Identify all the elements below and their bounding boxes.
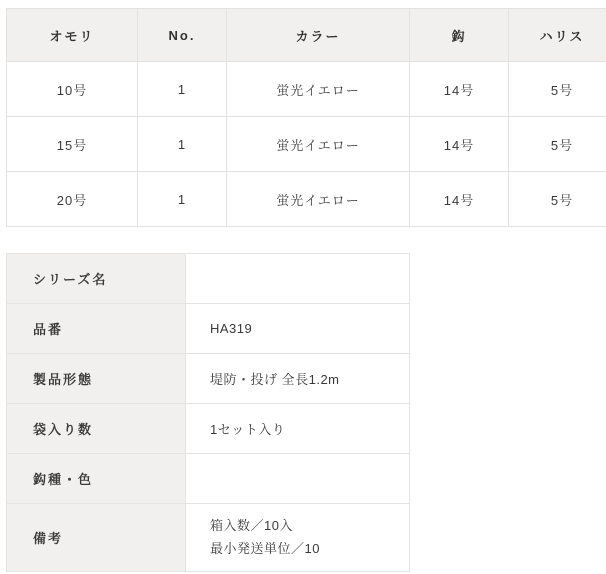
cell-haris: 5号 (509, 62, 606, 117)
details-label-series-name: シリーズ名 (7, 254, 186, 304)
column-header-haris: ハリス (509, 9, 606, 62)
cell-omori: 10号 (7, 62, 138, 117)
cell-haris: 5号 (509, 117, 606, 172)
table-row (7, 117, 606, 172)
details-label-hook-type-color: 鈎種・色 (7, 454, 186, 504)
cell-color: 蛍光イエロー (227, 62, 410, 117)
product-spec-page (0, 8, 606, 574)
specification-table-head (7, 9, 606, 62)
product-details-table (6, 253, 410, 572)
cell-color: 蛍光イエロー (227, 172, 410, 227)
remarks-line-1: 箱入数／10入 (210, 515, 409, 537)
cell-omori: 20号 (7, 172, 138, 227)
details-row-model-number (7, 304, 410, 354)
specification-table (6, 8, 606, 227)
cell-haris: 5号 (509, 172, 606, 227)
specification-table-body (7, 62, 606, 227)
details-row-hook-type-color (7, 454, 410, 504)
details-label-model-number: 品番 (7, 304, 186, 354)
details-value-product-form: 堤防・投げ 全長1.2m (186, 354, 410, 404)
cell-omori: 15号 (7, 117, 138, 172)
details-value-model-number: HA319 (186, 304, 410, 354)
details-row-remarks (7, 504, 410, 572)
details-value-series-name (186, 254, 410, 304)
column-header-color: カラー (227, 9, 410, 62)
column-header-no: No. (138, 9, 227, 62)
cell-hook: 14号 (410, 172, 509, 227)
details-value-hook-type-color (186, 454, 410, 504)
remarks-line-2: 最小発送単位／10 (210, 538, 409, 560)
details-value-package-count: 1セット入り (186, 404, 410, 454)
details-row-product-form (7, 354, 410, 404)
product-details-body (7, 254, 410, 572)
cell-hook: 14号 (410, 62, 509, 117)
details-label-remarks: 備考 (7, 504, 186, 572)
cell-hook: 14号 (410, 117, 509, 172)
details-label-package-count: 袋入り数 (7, 404, 186, 454)
details-row-series-name (7, 254, 410, 304)
cell-no: 1 (138, 172, 227, 227)
cell-no: 1 (138, 117, 227, 172)
remarks-text (210, 515, 409, 559)
table-row (7, 62, 606, 117)
cell-color: 蛍光イエロー (227, 117, 410, 172)
details-row-package-count (7, 404, 410, 454)
details-value-remarks (186, 504, 410, 572)
table-header-row (7, 9, 606, 62)
details-label-product-form: 製品形態 (7, 354, 186, 404)
table-row (7, 172, 606, 227)
column-header-hook: 鈎 (410, 9, 509, 62)
cell-no: 1 (138, 62, 227, 117)
column-header-omori: オモリ (7, 9, 138, 62)
